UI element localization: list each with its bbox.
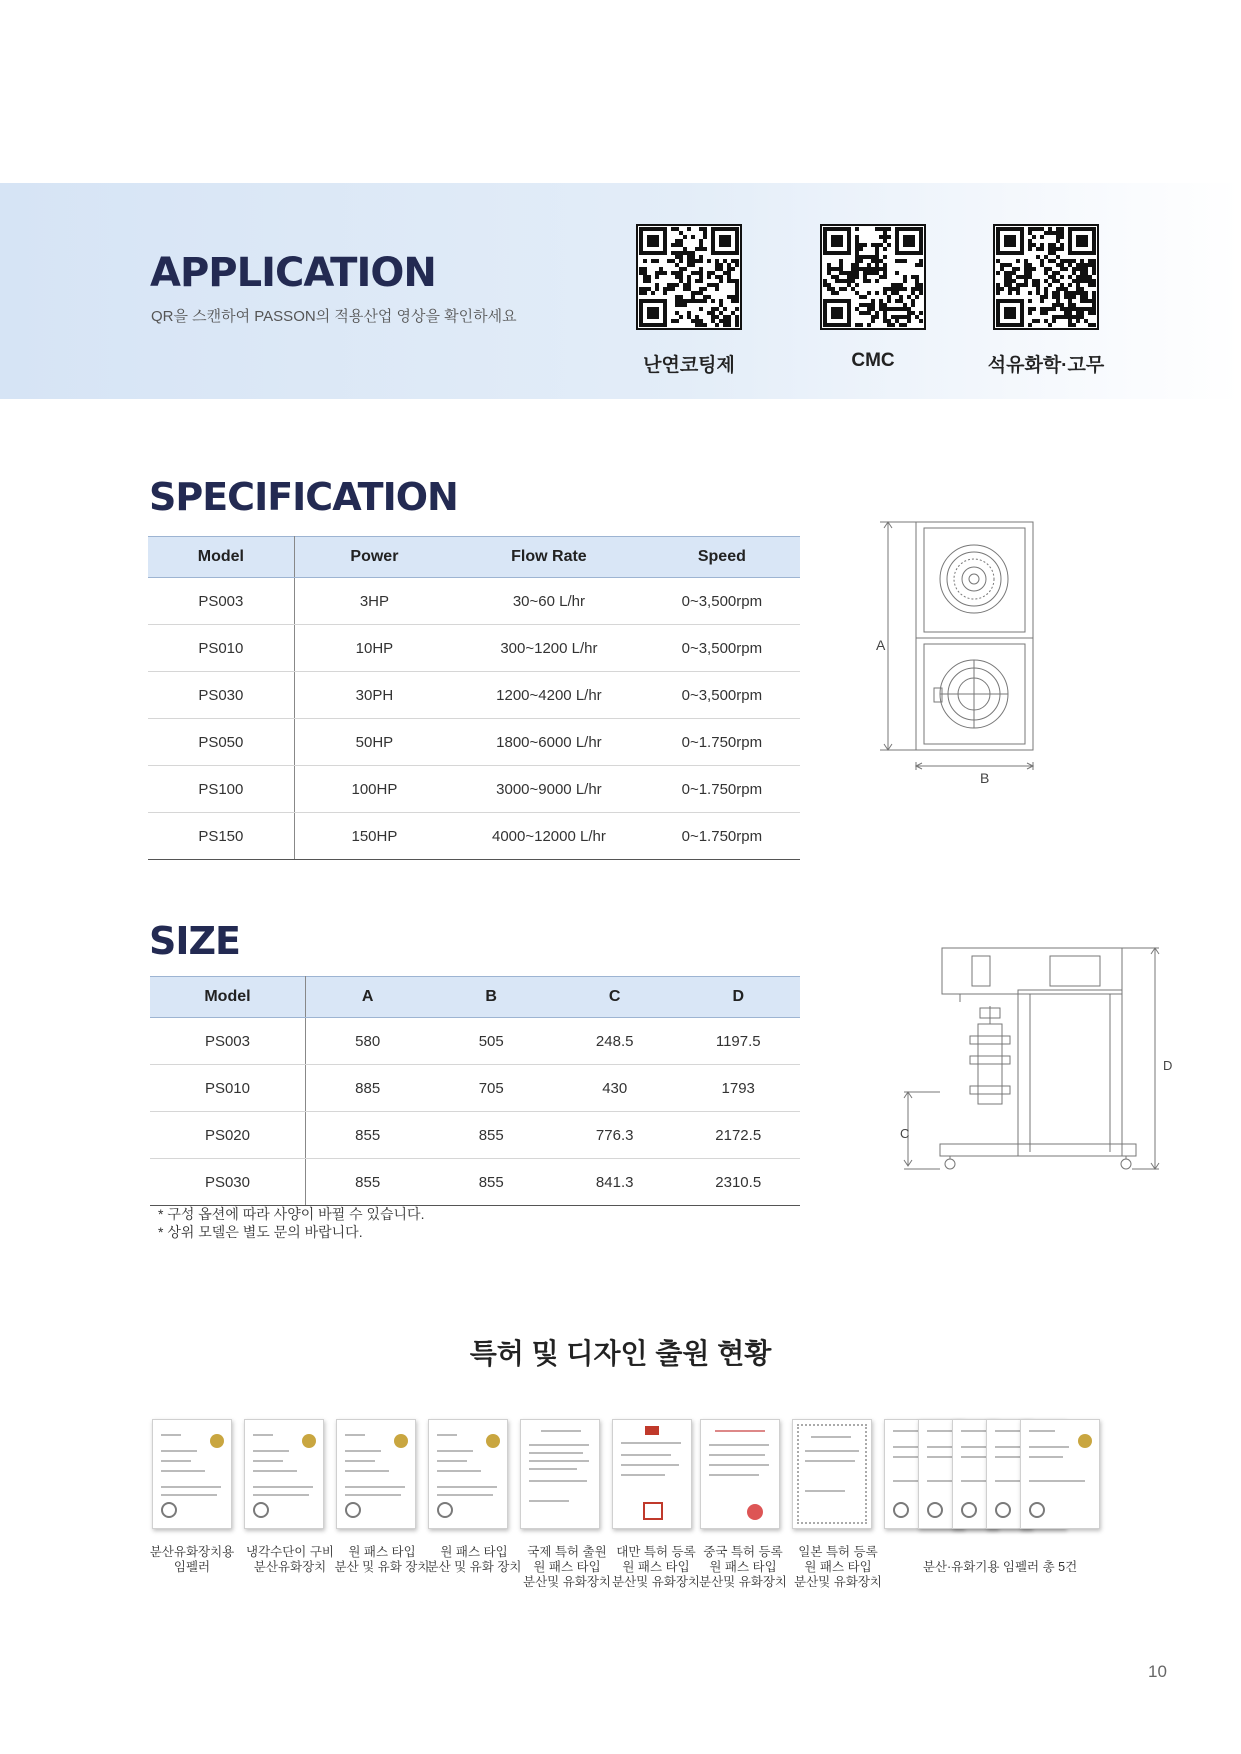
specification-title: SPECIFICATION	[149, 475, 458, 519]
table-row	[150, 1065, 800, 1112]
header-flow-rate: Flow Rate	[454, 537, 644, 578]
dimension-label-c: C	[900, 1126, 910, 1141]
patent-caption-3: 원 패스 타입 분산 및 유화 장치	[334, 1545, 430, 1574]
patent-caption-2: 냉각수단이 구비 분산유화장치	[246, 1545, 334, 1574]
qr-code-petrochemical[interactable]	[993, 224, 1099, 330]
table-row	[148, 766, 800, 813]
header-a: A	[305, 977, 429, 1018]
cell-c: 841.3	[553, 1159, 677, 1206]
header-power: Power	[294, 537, 454, 578]
cell-b: 855	[429, 1159, 553, 1206]
cell-c: 776.3	[553, 1112, 677, 1159]
cell-power: 10HP	[294, 625, 454, 672]
header-d: D	[676, 977, 800, 1018]
cell-model: PS010	[148, 625, 294, 672]
cell-speed: 0~1.750rpm	[644, 766, 800, 813]
cell-flow-rate: 1200~4200 L/hr	[454, 672, 644, 719]
cell-c: 430	[553, 1065, 677, 1112]
design-certificate-5	[1020, 1419, 1100, 1529]
table-header-row	[150, 977, 800, 1018]
cell-a: 855	[305, 1159, 429, 1206]
side-view-drawing	[900, 940, 1162, 1180]
cell-b: 855	[429, 1112, 553, 1159]
patent-certificate-5	[520, 1419, 600, 1529]
table-row	[150, 1112, 800, 1159]
qr-code-cmc[interactable]	[820, 224, 926, 330]
cell-speed: 0~3,500rpm	[644, 578, 800, 625]
patent-caption-9: 분산·유화기용 임펠러 총 5건	[922, 1560, 1078, 1574]
header-speed: Speed	[644, 537, 800, 578]
table-header-row	[148, 537, 800, 578]
header-c: C	[553, 977, 677, 1018]
cell-d: 2310.5	[676, 1159, 800, 1206]
cell-power: 30PH	[294, 672, 454, 719]
cell-d: 1793	[676, 1065, 800, 1112]
patent-caption-5: 국제 특허 출원 원 패스 타입 분산및 유화장치	[523, 1545, 611, 1589]
table-row	[148, 672, 800, 719]
header-model: Model	[148, 537, 294, 578]
patent-certificate-2	[244, 1419, 324, 1529]
application-subtitle: QR을 스캔하여 PASSON의 적용산업 영상을 확인하세요	[151, 308, 517, 325]
dimension-label-d: D	[1163, 1058, 1173, 1073]
table-row	[148, 719, 800, 766]
patent-certificate-7	[700, 1419, 780, 1529]
cell-model: PS150	[148, 813, 294, 860]
patent-caption-8: 일본 특허 등록 원 패스 타입 분산및 유화장치	[794, 1545, 882, 1589]
dimension-label-b: B	[980, 770, 990, 786]
cell-flow-rate: 1800~6000 L/hr	[454, 719, 644, 766]
size-note-1: * 구성 옵션에 따라 사양이 바뀔 수 있습니다.	[158, 1206, 425, 1222]
cell-b: 505	[429, 1018, 553, 1065]
size-note-2: * 상위 모델은 별도 문의 바랍니다.	[158, 1224, 363, 1240]
cell-model: PS030	[150, 1159, 305, 1206]
dimension-label-a: A	[876, 637, 886, 653]
page-number: 10	[1148, 1662, 1167, 1681]
patent-caption-6: 대만 특허 등록 원 패스 타입 분산및 유화장치	[612, 1545, 700, 1589]
qr-code-flame-retardant[interactable]	[636, 224, 742, 330]
cell-a: 885	[305, 1065, 429, 1112]
table-row	[148, 625, 800, 672]
top-view-drawing	[868, 516, 1048, 776]
application-title: APPLICATION	[150, 250, 436, 296]
cell-speed: 0~1.750rpm	[644, 813, 800, 860]
qr-label-cmc: CMC	[851, 350, 895, 371]
cell-power: 150HP	[294, 813, 454, 860]
header-b: B	[429, 977, 553, 1018]
patents-title: 특허 및 디자인 출원 현황	[469, 1338, 772, 1369]
cell-speed: 0~3,500rpm	[644, 625, 800, 672]
cell-flow-rate: 30~60 L/hr	[454, 578, 644, 625]
size-title: SIZE	[149, 919, 241, 963]
patent-caption-7: 중국 특허 등록 원 패스 타입 분산및 유화장치	[699, 1545, 787, 1589]
cell-speed: 0~1.750rpm	[644, 719, 800, 766]
cell-model: PS003	[150, 1018, 305, 1065]
patent-caption-4: 원 패스 타입 분산 및 유화 장치	[426, 1545, 522, 1574]
cell-power: 3HP	[294, 578, 454, 625]
cell-c: 248.5	[553, 1018, 677, 1065]
patent-certificate-3	[336, 1419, 416, 1529]
header-model: Model	[150, 977, 305, 1018]
cell-model: PS020	[150, 1112, 305, 1159]
cell-power: 50HP	[294, 719, 454, 766]
cell-d: 1197.5	[676, 1018, 800, 1065]
qr-label-flame-retardant: 난연코팅제	[643, 355, 735, 376]
cell-power: 100HP	[294, 766, 454, 813]
table-row	[148, 813, 800, 860]
patent-caption-1: 분산유화장치용 임펠러	[149, 1545, 235, 1574]
cell-flow-rate: 3000~9000 L/hr	[454, 766, 644, 813]
cell-a: 580	[305, 1018, 429, 1065]
specification-table	[148, 536, 800, 860]
cell-flow-rate: 4000~12000 L/hr	[454, 813, 644, 860]
patent-certificate-8	[792, 1419, 872, 1529]
cell-a: 855	[305, 1112, 429, 1159]
cell-model: PS050	[148, 719, 294, 766]
cell-model: PS003	[148, 578, 294, 625]
cell-d: 2172.5	[676, 1112, 800, 1159]
patent-certificate-1	[152, 1419, 232, 1529]
cell-b: 705	[429, 1065, 553, 1112]
table-row	[150, 1018, 800, 1065]
qr-label-petrochemical: 석유화학·고무	[987, 355, 1105, 376]
cell-model: PS100	[148, 766, 294, 813]
patent-certificate-6	[612, 1419, 692, 1529]
table-row	[148, 578, 800, 625]
patent-certificate-4	[428, 1419, 508, 1529]
size-table	[150, 976, 800, 1206]
table-row	[150, 1159, 800, 1206]
cell-model: PS030	[148, 672, 294, 719]
cell-model: PS010	[150, 1065, 305, 1112]
cell-flow-rate: 300~1200 L/hr	[454, 625, 644, 672]
cell-speed: 0~3,500rpm	[644, 672, 800, 719]
